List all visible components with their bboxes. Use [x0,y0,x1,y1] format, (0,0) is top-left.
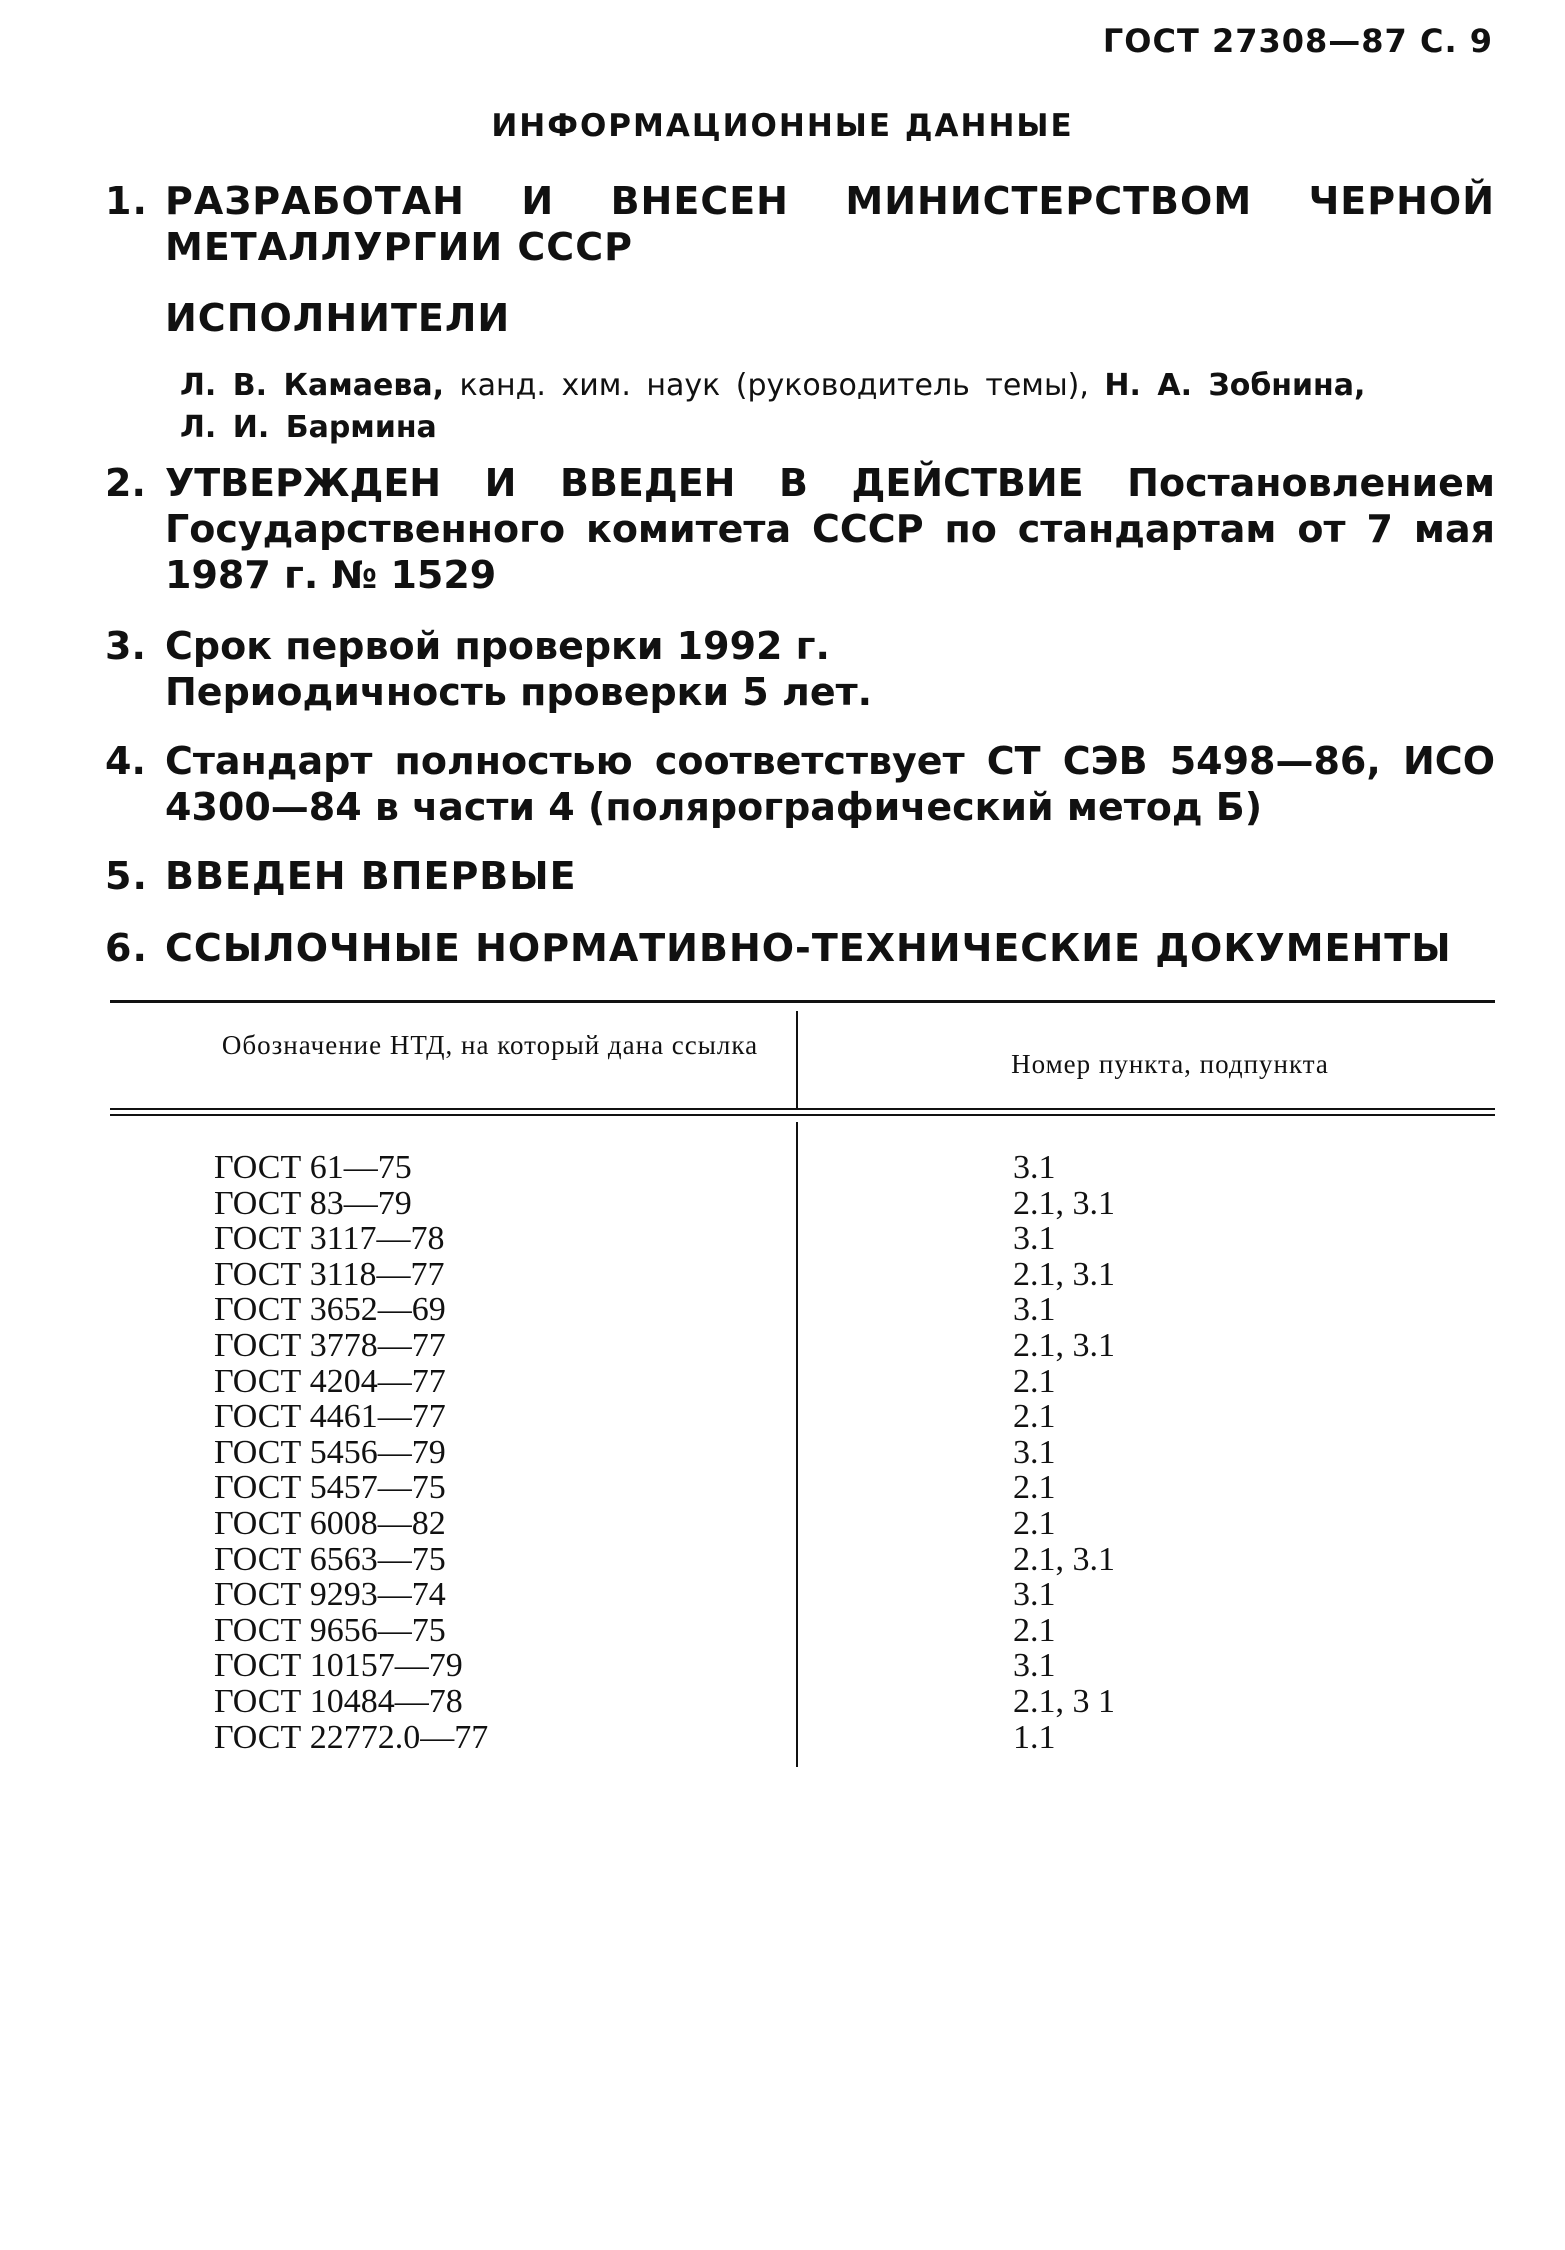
info-item-1 [105,178,1495,270]
ntd-designation: ГОСТ 6008—82 [214,1504,446,1542]
item-number: 6. [105,926,148,970]
clause-number: 2.1, 3.1 [1013,1540,1115,1578]
table-row [110,1435,1495,1471]
ntd-designation: ГОСТ 3778—77 [214,1326,446,1364]
header-clause-number: Номер пункта, подпункта [1011,1049,1329,1079]
table-row [110,1186,1495,1222]
table-row [110,1257,1495,1293]
ntd-designation: ГОСТ 5457—75 [214,1469,446,1507]
clause-number: 1.1 [1013,1718,1056,1756]
table-row [110,1470,1495,1506]
table-row [110,1542,1495,1578]
item-text: РАЗРАБОТАН И ВНЕСЕН МИНИСТЕРСТВОМ ЧЕРНОЙ МЕТАЛЛУРГИИ СССР [165,179,1495,269]
executors-list [180,365,1495,449]
table-row [110,1577,1495,1613]
ntd-designation: ГОСТ 6563—75 [214,1540,446,1578]
ntd-designation: ГОСТ 10157—79 [214,1647,463,1685]
clause-number: 2.1 [1013,1469,1056,1507]
info-item-3 [105,623,1495,715]
item-line: Периодичность проверки 5 лет. [165,670,873,714]
item-text [165,623,1495,715]
item-number: 5. [105,854,148,898]
table-row [110,1613,1495,1649]
ntd-designation: ГОСТ 61—75 [214,1149,412,1186]
item-text: УТВЕРЖДЕН И ВВЕДЕН В ДЕЙСТВИЕ Постановлением Государственного комитета СССР по стандартам от 7 мая 1987 г. № 1529 [165,461,1495,597]
ntd-designation: ГОСТ 9656—75 [214,1611,446,1649]
ntd-designation: ГОСТ 22772.0—77 [214,1718,489,1756]
executor-name: Н. А. Зобнина, [1104,368,1366,403]
running-head: ГОСТ 27308—87 С. 9 [1102,22,1493,60]
table-row [110,1648,1495,1684]
item-number: 4. [105,739,146,783]
table-row [110,1292,1495,1328]
clause-number: 3.1 [1013,1576,1056,1614]
header-column-divider [796,1011,798,1108]
table-row [110,1684,1495,1720]
item-line: Срок первой проверки 1992 г. [165,624,830,668]
ntd-designation: ГОСТ 83—79 [214,1184,412,1222]
table-header [110,1003,1495,1108]
clause-number: 2.1, 3 1 [1013,1682,1115,1720]
clause-number: 2.1 [1013,1362,1056,1400]
table-row [110,1328,1495,1364]
ntd-designation: ГОСТ 4204—77 [214,1362,446,1400]
info-item-2 [105,460,1495,598]
info-item-5 [105,853,1495,899]
clause-number: 3.1 [1013,1291,1056,1329]
clause-number: 3.1 [1013,1433,1056,1471]
clause-number: 2.1, 3.1 [1013,1184,1115,1222]
reference-table [110,1000,1495,1755]
table-row [110,1506,1495,1542]
table-row [110,1364,1495,1400]
ntd-designation: ГОСТ 3118—77 [214,1255,445,1293]
item-number: 1. [105,179,148,223]
ntd-designation: ГОСТ 3652—69 [214,1291,446,1329]
table-body [110,1116,1495,1755]
table-row [110,1221,1495,1257]
clause-number: 2.1 [1013,1611,1056,1649]
item-text: ВВЕДЕН ВПЕРВЫЕ [165,854,577,898]
item-text: ССЫЛОЧНЫЕ НОРМАТИВНО-ТЕХНИЧЕСКИЕ ДОКУМЕНТЫ [165,926,1452,970]
clause-number: 2.1, 3.1 [1013,1326,1115,1364]
clause-number: 3.1 [1013,1149,1056,1186]
ntd-designation: ГОСТ 9293—74 [214,1576,446,1614]
section-title: ИНФОРМАЦИОННЫЕ ДАННЫЕ [491,108,1074,144]
executor-role: канд. хим. наук (руководитель темы), [443,368,1105,403]
item-text: Стандарт полностью соответствует СТ СЭВ 5498—86, ИСО 4300—84 в части 4 (полярографический метод Б) [165,739,1495,829]
ntd-designation: ГОСТ 4461—77 [214,1398,446,1436]
ntd-designation: ГОСТ 10484—78 [214,1682,463,1720]
table-row [110,1720,1495,1756]
executor-name: Л. В. Камаева, [180,368,444,403]
ntd-designation: ГОСТ 3117—78 [214,1220,445,1258]
executor-name: Л. И. Бармина [180,410,437,445]
info-item-4 [105,738,1495,830]
clause-number: 2.1, 3.1 [1013,1255,1115,1293]
ntd-designation: ГОСТ 5456—79 [214,1433,446,1471]
header-ntd-designation: Обозначение НТД, на который дана ссылка [221,1030,759,1060]
executors-heading: ИСПОЛНИТЕЛИ [165,296,511,340]
clause-number: 2.1 [1013,1398,1056,1436]
table-row [110,1150,1495,1186]
item-number: 3. [105,624,146,668]
clause-number: 3.1 [1013,1647,1056,1685]
table-header-rule [110,1108,1495,1116]
item-number: 2. [105,461,146,505]
info-item-6 [105,925,1495,971]
clause-number: 3.1 [1013,1220,1056,1258]
table-row [110,1399,1495,1435]
clause-number: 2.1 [1013,1504,1056,1542]
